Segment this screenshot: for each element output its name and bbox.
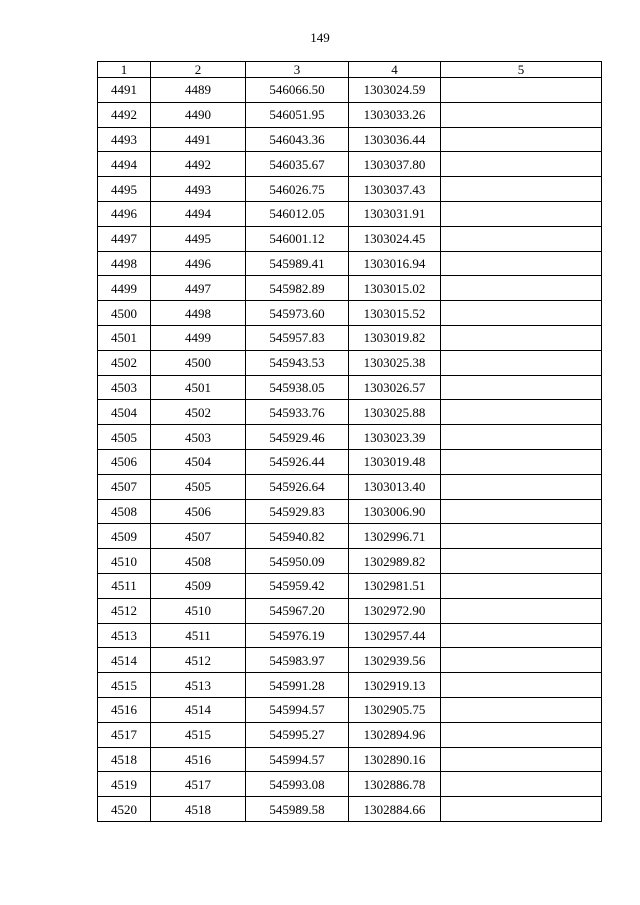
table-cell-col-4: 1302972.90 xyxy=(349,598,441,623)
table-cell-col-1: 4499 xyxy=(98,276,151,301)
table-cell-col-3: 546001.12 xyxy=(246,226,349,251)
table-cell-col-5 xyxy=(441,573,602,598)
table-cell-col-3: 545995.27 xyxy=(246,722,349,747)
table-cell-col-5 xyxy=(441,598,602,623)
table-row xyxy=(98,623,602,648)
table-cell-col-1: 4492 xyxy=(98,102,151,127)
table-cell-col-5 xyxy=(441,177,602,202)
table-cell-col-2: 4515 xyxy=(151,722,246,747)
table-cell-col-2: 4507 xyxy=(151,524,246,549)
table-row xyxy=(98,499,602,524)
table-cell-col-2: 4489 xyxy=(151,78,246,103)
table-cell-col-1: 4515 xyxy=(98,673,151,698)
table-row xyxy=(98,797,602,822)
table-cell-col-3: 545943.53 xyxy=(246,350,349,375)
table-cell-col-3: 545940.82 xyxy=(246,524,349,549)
table-cell-col-4: 1303026.57 xyxy=(349,375,441,400)
table-cell-col-4: 1302894.96 xyxy=(349,722,441,747)
table-cell-col-4: 1303019.82 xyxy=(349,325,441,350)
table-cell-col-1: 4517 xyxy=(98,722,151,747)
table-cell-col-1: 4507 xyxy=(98,474,151,499)
table-row xyxy=(98,772,602,797)
table-row xyxy=(98,722,602,747)
table-cell-col-1: 4495 xyxy=(98,177,151,202)
table-cell-col-2: 4503 xyxy=(151,425,246,450)
table-cell-col-5 xyxy=(441,78,602,103)
table-cell-col-4: 1302884.66 xyxy=(349,797,441,822)
table-cell-col-1: 4505 xyxy=(98,425,151,450)
table-cell-col-2: 4514 xyxy=(151,697,246,722)
table-cell-col-2: 4490 xyxy=(151,102,246,127)
table-row xyxy=(98,400,602,425)
table-row xyxy=(98,449,602,474)
table-cell-col-2: 4493 xyxy=(151,177,246,202)
table-row xyxy=(98,102,602,127)
table-cell-col-4: 1302905.75 xyxy=(349,697,441,722)
table-cell-col-3: 546043.36 xyxy=(246,127,349,152)
table-cell-col-2: 4510 xyxy=(151,598,246,623)
table-cell-col-2: 4516 xyxy=(151,747,246,772)
table-cell-col-2: 4517 xyxy=(151,772,246,797)
table-row xyxy=(98,301,602,326)
table-cell-col-5 xyxy=(441,449,602,474)
table-row xyxy=(98,673,602,698)
table-cell-col-5 xyxy=(441,549,602,574)
table-cell-col-4: 1303025.38 xyxy=(349,350,441,375)
table-cell-col-1: 4493 xyxy=(98,127,151,152)
table-cell-col-1: 4494 xyxy=(98,152,151,177)
table-cell-col-3: 545950.09 xyxy=(246,549,349,574)
table-cell-col-5 xyxy=(441,524,602,549)
table-row xyxy=(98,573,602,598)
table-cell-col-4: 1303024.45 xyxy=(349,226,441,251)
table-cell-col-5 xyxy=(441,673,602,698)
page-number: 149 xyxy=(310,30,330,45)
table-cell-col-4: 1303006.90 xyxy=(349,499,441,524)
table-cell-col-1: 4520 xyxy=(98,797,151,822)
table-cell-col-2: 4513 xyxy=(151,673,246,698)
table-cell-col-3: 545993.08 xyxy=(246,772,349,797)
table-cell-col-1: 4519 xyxy=(98,772,151,797)
table-cell-col-5 xyxy=(441,350,602,375)
table-cell-col-2: 4508 xyxy=(151,549,246,574)
table-cell-col-3: 545929.46 xyxy=(246,425,349,450)
table-cell-col-4: 1302890.16 xyxy=(349,747,441,772)
table-cell-col-1: 4491 xyxy=(98,78,151,103)
table-cell-col-5 xyxy=(441,648,602,673)
table-row xyxy=(98,325,602,350)
table-body xyxy=(98,78,602,822)
table-cell-col-5 xyxy=(441,499,602,524)
table-cell-col-1: 4503 xyxy=(98,375,151,400)
table-cell-col-3: 545926.44 xyxy=(246,449,349,474)
table-cell-col-5 xyxy=(441,127,602,152)
table-row xyxy=(98,201,602,226)
table-row xyxy=(98,375,602,400)
table-cell-col-1: 4511 xyxy=(98,573,151,598)
table-cell-col-2: 4497 xyxy=(151,276,246,301)
table-cell-col-3: 545929.83 xyxy=(246,499,349,524)
table-cell-col-4: 1303037.80 xyxy=(349,152,441,177)
table-cell-col-5 xyxy=(441,747,602,772)
table-cell-col-2: 4501 xyxy=(151,375,246,400)
table-cell-col-3: 545982.89 xyxy=(246,276,349,301)
table-cell-col-4: 1303024.59 xyxy=(349,78,441,103)
table-cell-col-5 xyxy=(441,251,602,276)
table-row xyxy=(98,474,602,499)
table-cell-col-4: 1303033.26 xyxy=(349,102,441,127)
table-row xyxy=(98,350,602,375)
table-cell-col-1: 4496 xyxy=(98,201,151,226)
table-cell-col-4: 1303015.52 xyxy=(349,301,441,326)
table-cell-col-2: 4509 xyxy=(151,573,246,598)
table-cell-col-3: 545994.57 xyxy=(246,747,349,772)
table-cell-col-3: 545959.42 xyxy=(246,573,349,598)
column-header-1: 1 xyxy=(98,62,151,78)
table-cell-col-5 xyxy=(441,375,602,400)
table-cell-col-2: 4496 xyxy=(151,251,246,276)
coordinate-table xyxy=(97,61,602,822)
table-cell-col-1: 4510 xyxy=(98,549,151,574)
table-cell-col-5 xyxy=(441,400,602,425)
table-cell-col-5 xyxy=(441,623,602,648)
table-cell-col-3: 546026.75 xyxy=(246,177,349,202)
column-header-2: 2 xyxy=(151,62,246,78)
table-row xyxy=(98,549,602,574)
table-row xyxy=(98,152,602,177)
table-cell-col-5 xyxy=(441,425,602,450)
table-cell-col-4: 1303025.88 xyxy=(349,400,441,425)
table-cell-col-1: 4498 xyxy=(98,251,151,276)
table-cell-col-2: 4505 xyxy=(151,474,246,499)
table-row xyxy=(98,747,602,772)
table-cell-col-4: 1303013.40 xyxy=(349,474,441,499)
table-header xyxy=(98,62,602,78)
table-cell-col-1: 4518 xyxy=(98,747,151,772)
table-cell-col-1: 4509 xyxy=(98,524,151,549)
table-cell-col-4: 1302886.78 xyxy=(349,772,441,797)
table-cell-col-2: 4504 xyxy=(151,449,246,474)
table-cell-col-2: 4495 xyxy=(151,226,246,251)
table-cell-col-4: 1303037.43 xyxy=(349,177,441,202)
table-cell-col-3: 545967.20 xyxy=(246,598,349,623)
table-cell-col-3: 545983.97 xyxy=(246,648,349,673)
table-cell-col-3: 546035.67 xyxy=(246,152,349,177)
table-row xyxy=(98,697,602,722)
table-cell-col-5 xyxy=(441,201,602,226)
table-row xyxy=(98,648,602,673)
table-cell-col-3: 545938.05 xyxy=(246,375,349,400)
table-cell-col-2: 4498 xyxy=(151,301,246,326)
table-cell-col-1: 4501 xyxy=(98,325,151,350)
table-cell-col-1: 4514 xyxy=(98,648,151,673)
table-cell-col-2: 4492 xyxy=(151,152,246,177)
table-cell-col-3: 545926.64 xyxy=(246,474,349,499)
table-cell-col-1: 4512 xyxy=(98,598,151,623)
table-cell-col-4: 1302939.56 xyxy=(349,648,441,673)
table-cell-col-2: 4500 xyxy=(151,350,246,375)
table-cell-col-3: 545976.19 xyxy=(246,623,349,648)
table-cell-col-5 xyxy=(441,325,602,350)
table-row xyxy=(98,425,602,450)
table-cell-col-5 xyxy=(441,276,602,301)
table-cell-col-5 xyxy=(441,152,602,177)
table-cell-col-5 xyxy=(441,301,602,326)
table-row xyxy=(98,177,602,202)
table-cell-col-5 xyxy=(441,226,602,251)
table-cell-col-3: 545957.83 xyxy=(246,325,349,350)
table-cell-col-1: 4513 xyxy=(98,623,151,648)
table-cell-col-4: 1302919.13 xyxy=(349,673,441,698)
table-cell-col-3: 546066.50 xyxy=(246,78,349,103)
table-cell-col-4: 1303031.91 xyxy=(349,201,441,226)
table-cell-col-3: 545994.57 xyxy=(246,697,349,722)
table-cell-col-4: 1303016.94 xyxy=(349,251,441,276)
table-cell-col-2: 4511 xyxy=(151,623,246,648)
table-cell-col-1: 4502 xyxy=(98,350,151,375)
column-header-5: 5 xyxy=(441,62,602,78)
table-cell-col-4: 1303023.39 xyxy=(349,425,441,450)
table-row xyxy=(98,78,602,103)
table-cell-col-4: 1302957.44 xyxy=(349,623,441,648)
table-row xyxy=(98,524,602,549)
table-cell-col-3: 545973.60 xyxy=(246,301,349,326)
table-cell-col-5 xyxy=(441,722,602,747)
table-cell-col-2: 4506 xyxy=(151,499,246,524)
table-row xyxy=(98,276,602,301)
column-header-3: 3 xyxy=(246,62,349,78)
table-cell-col-4: 1303036.44 xyxy=(349,127,441,152)
table-row xyxy=(98,226,602,251)
table-cell-col-2: 4499 xyxy=(151,325,246,350)
table-cell-col-4: 1302989.82 xyxy=(349,549,441,574)
table-cell-col-5 xyxy=(441,797,602,822)
table-cell-col-3: 545933.76 xyxy=(246,400,349,425)
table-cell-col-1: 4504 xyxy=(98,400,151,425)
table-cell-col-5 xyxy=(441,772,602,797)
table-cell-col-4: 1303019.48 xyxy=(349,449,441,474)
header-row xyxy=(98,62,602,78)
table-cell-col-3: 545989.58 xyxy=(246,797,349,822)
table-cell-col-5 xyxy=(441,474,602,499)
table-cell-col-1: 4508 xyxy=(98,499,151,524)
table-cell-col-1: 4500 xyxy=(98,301,151,326)
column-header-4: 4 xyxy=(349,62,441,78)
table-row xyxy=(98,598,602,623)
table-cell-col-4: 1302981.51 xyxy=(349,573,441,598)
table-cell-col-1: 4506 xyxy=(98,449,151,474)
table-row xyxy=(98,127,602,152)
table-cell-col-4: 1303015.02 xyxy=(349,276,441,301)
table-cell-col-2: 4491 xyxy=(151,127,246,152)
table-cell-col-4: 1302996.71 xyxy=(349,524,441,549)
table-cell-col-2: 4494 xyxy=(151,201,246,226)
table-cell-col-3: 545991.28 xyxy=(246,673,349,698)
table-cell-col-5 xyxy=(441,697,602,722)
table-cell-col-2: 4512 xyxy=(151,648,246,673)
table-cell-col-3: 546051.95 xyxy=(246,102,349,127)
table-cell-col-1: 4497 xyxy=(98,226,151,251)
table-cell-col-5 xyxy=(441,102,602,127)
table-cell-col-2: 4518 xyxy=(151,797,246,822)
table-cell-col-3: 546012.05 xyxy=(246,201,349,226)
table-row xyxy=(98,251,602,276)
table-cell-col-1: 4516 xyxy=(98,697,151,722)
table-cell-col-2: 4502 xyxy=(151,400,246,425)
table-cell-col-3: 545989.41 xyxy=(246,251,349,276)
